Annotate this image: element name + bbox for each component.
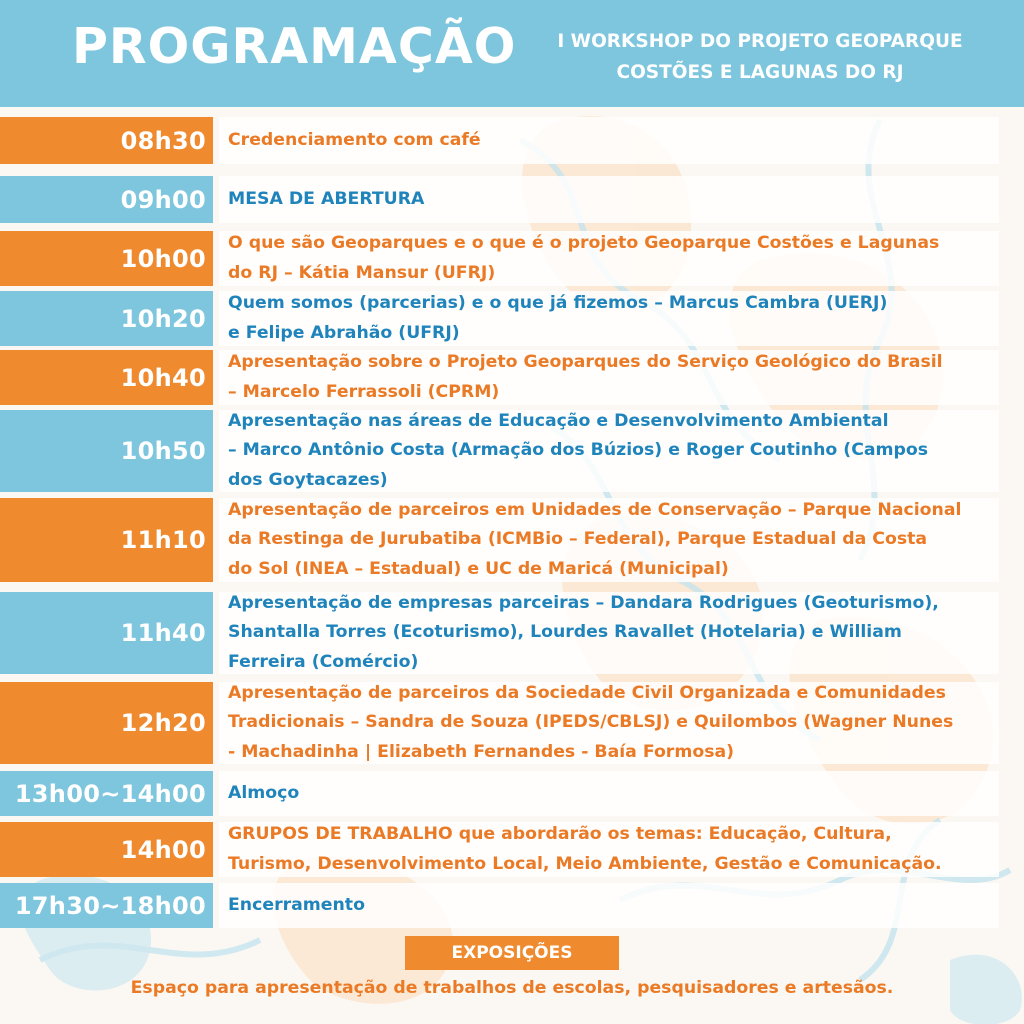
- schedule-time: 17h30~18h00: [0, 883, 213, 928]
- schedule-time: 10h50: [0, 410, 213, 492]
- schedule-line: e Felipe Abrahão (UFRJ): [228, 322, 460, 343]
- schedule-description: [219, 771, 999, 816]
- schedule-description: [219, 822, 999, 877]
- schedule-line: Apresentação sobre o Projeto Geoparques do Serviço Geológico do Brasil: [228, 352, 943, 372]
- schedule-line: Encerramento: [228, 894, 365, 915]
- schedule-description: [219, 498, 999, 582]
- schedule-line: Apresentação de empresas parceiras – Dandara Rodrigues (Geoturismo),: [228, 592, 939, 613]
- event-subtitle-line: COSTÕES E LAGUNAS DO RJ: [616, 62, 904, 83]
- schedule-description: [219, 883, 999, 928]
- schedule-line: Credenciamento com café: [228, 129, 481, 150]
- schedule-line: do RJ – Kátia Mansur (UFRJ): [228, 262, 496, 283]
- schedule-line: do Sol (INEA – Estadual) e UC de Maricá (Municipal): [228, 558, 729, 579]
- schedule-description: [219, 410, 999, 492]
- page-title: PROGRAMAÇÃO: [72, 18, 517, 75]
- schedule-description: [219, 117, 999, 164]
- schedule-line: Tradicionais – Sandra de Souza (IPEDS/CBLSJ) e Quilombos (Wagner Nunes: [228, 712, 954, 733]
- schedule-line: MESA DE ABERTURA: [228, 188, 425, 209]
- schedule-time: 09h00: [0, 176, 213, 223]
- schedule-time: 11h40: [0, 592, 213, 674]
- exhibitions-badge: EXPOSIÇÕES: [405, 936, 619, 970]
- schedule-line: O que são Geoparques e o que é o projeto Geoparque Costões e Lagunas: [228, 233, 940, 253]
- schedule-line: Ferreira (Comércio): [228, 651, 419, 672]
- schedule-line: Quem somos (parcerias) e o que já fizemos – Marcus Cambra (UERJ): [228, 293, 888, 313]
- schedule-line: Shantalla Torres (Ecoturismo), Lourdes Ravallet (Hotelaria) e William: [228, 622, 902, 643]
- schedule-line: da Restinga de Jurubatiba (ICMBio – Federal), Parque Estadual da Costa: [228, 529, 928, 550]
- schedule-line: Apresentação de parceiros em Unidades de Conservação – Parque Nacional: [228, 499, 962, 520]
- schedule-line: Apresentação de parceiros da Sociedade Civil Organizada e Comunidades: [228, 682, 946, 703]
- schedule-time: 10h40: [0, 350, 213, 405]
- schedule-time: 10h20: [0, 291, 213, 346]
- event-subtitle: [530, 26, 990, 88]
- exhibitions-text: Espaço para apresentação de trabalhos de escolas, pesquisadores e artesãos.: [130, 978, 894, 998]
- schedule-line: dos Goytacazes): [228, 469, 388, 490]
- schedule-description: [219, 176, 999, 223]
- schedule-line: Turismo, Desenvolvimento Local, Meio Ambiente, Gestão e Comunicação.: [228, 853, 942, 874]
- schedule-description: [219, 350, 999, 405]
- schedule-time: 11h10: [0, 498, 213, 582]
- schedule-line: Apresentação nas áreas de Educação e Desenvolvimento Ambiental: [228, 410, 889, 431]
- schedule-line: Almoço: [228, 782, 300, 803]
- schedule-time: 13h00~14h00: [0, 771, 213, 816]
- schedule-description: [219, 231, 999, 286]
- header-banner: [0, 0, 1024, 107]
- schedule-time: 14h00: [0, 822, 213, 877]
- schedule-time: 08h30: [0, 117, 213, 164]
- schedule-description: [219, 682, 999, 764]
- schedule-line: GRUPOS DE TRABALHO que abordarão os temas: Educação, Cultura,: [228, 824, 892, 844]
- schedule-description: [219, 592, 999, 674]
- schedule-time: 10h00: [0, 231, 213, 286]
- schedule-line: – Marco Antônio Costa (Armação dos Búzios) e Roger Coutinho (Campos: [228, 440, 929, 461]
- event-subtitle-line: I WORKSHOP DO PROJETO GEOPARQUE: [557, 31, 963, 52]
- schedule-description: [219, 291, 999, 346]
- schedule-time: 12h20: [0, 682, 213, 764]
- schedule-line: - Machadinha | Elizabeth Fernandes - Baía Formosa): [228, 741, 735, 762]
- schedule-line: – Marcelo Ferrassoli (CPRM): [228, 381, 500, 402]
